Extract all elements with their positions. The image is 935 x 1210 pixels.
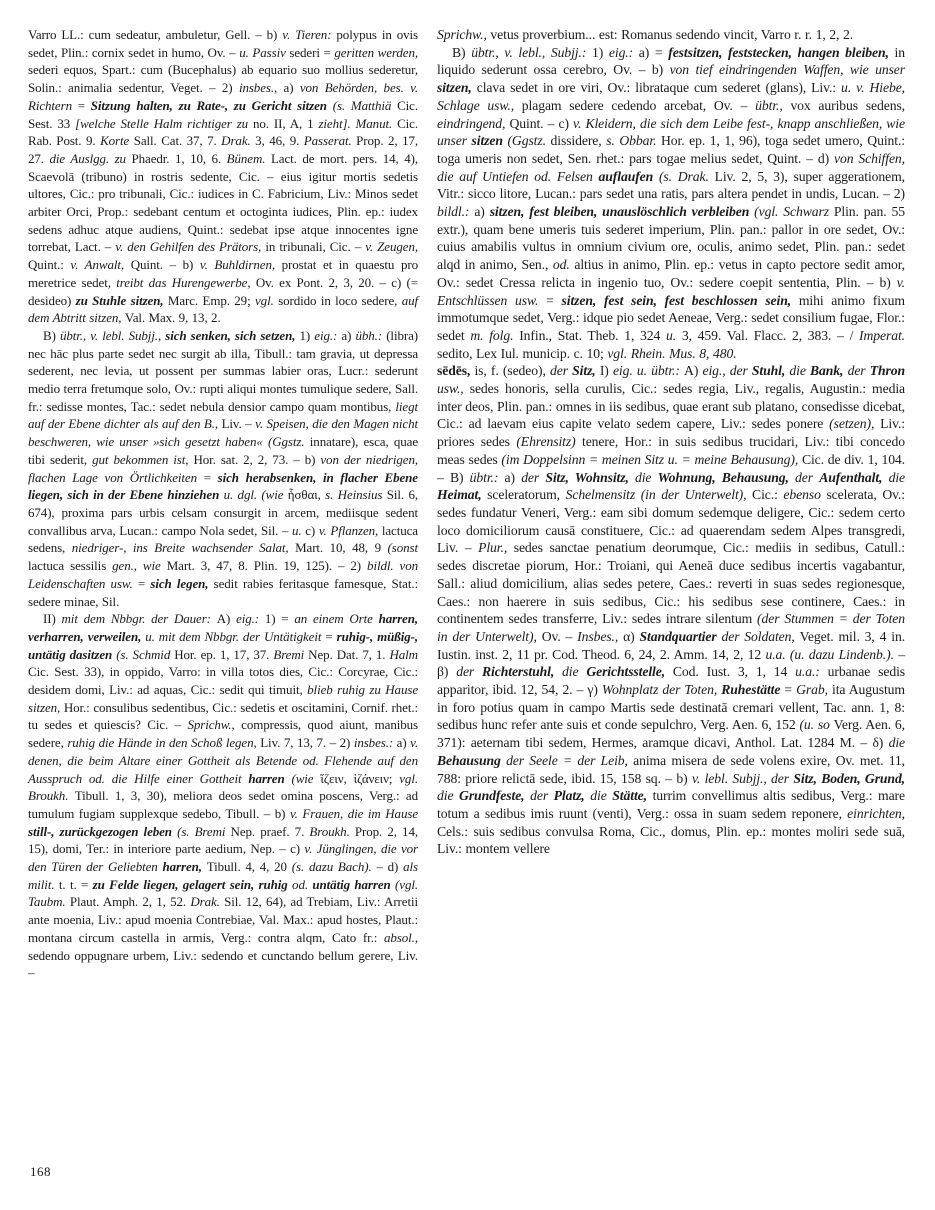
text-run: Gerichtsstelle,	[586, 664, 673, 680]
text-run: Hor. ep. 1, 17, 37.	[174, 646, 274, 662]
text-run: u. v. Hiebe, Schlage usw.,	[437, 80, 906, 113]
text-run: übtr., v. lebl., Subjj.:	[471, 44, 592, 60]
text-run: Prop. 2, 17, 27.	[28, 133, 419, 166]
text-run: harren, verharren, verweilen,	[28, 611, 419, 644]
text-run: gut bekommen ist,	[92, 451, 194, 467]
text-run: zu Felde liegen, gelagert sein, ruhig	[92, 876, 293, 892]
text-run: u.	[666, 327, 682, 343]
text-run: is, f. (sedeo),	[474, 363, 550, 379]
text-run: od.	[292, 876, 313, 892]
text-run: v. Pflanzen,	[318, 522, 382, 538]
text-run: Liv. 7, 13, 7. – 2)	[260, 735, 354, 751]
text-run: v. Tieren:	[282, 27, 337, 42]
text-run: Marc. Emp. 29;	[167, 292, 255, 308]
text-run: dissidere,	[550, 133, 607, 149]
text-run: prostat et in quaestu pro meretrice sedet,	[28, 257, 418, 290]
text-run: m. folg.	[470, 327, 520, 343]
text-run: sedes sanctae penatium deorumque, Cic.: mediis in sedibus, Catull.: sedes discretae piorum, Hor.: Troiani, qui Aeneā duce sedibus incertis vagabantur, Sall.: aliud domicilium, alias sedes petere, Caes.: reverti in suas sedes regionesque, Caes.: non haerere in suis sedibus, Cic.: his sedibus sese continere, Caes.: in continentem sedes transferre, Liv.: sedes intrare silentum	[437, 540, 905, 627]
text-run: a)	[396, 735, 411, 751]
text-run: absol.,	[384, 929, 418, 945]
text-run: clava sedet in ore viri, Ov.: librataque cum sederet (glans), Liv.:	[476, 80, 842, 96]
text-run: Hor. ep. 1, 1, 96), toga sedet umero, Quint.: toga umeris non sedet, Sen. rhet.: pars togae melius sedet, Quint. – d)	[437, 133, 906, 166]
text-run: v. Zeugen,	[365, 239, 418, 255]
text-run: harren	[248, 770, 292, 786]
text-run: u.	[292, 522, 306, 538]
text-run: sedendo oppugnare urbem, Liv.: sedendo et cunctando bellum gerere, Liv. –	[28, 947, 418, 981]
text-run: Imperat.	[859, 327, 905, 343]
text-run: v. Jünglingen, die vor den Türen der Geliebten	[28, 841, 419, 875]
text-run: zu Stuhle sitzen,	[75, 292, 168, 308]
text-run: die Auslgg. zu	[49, 150, 132, 166]
text-run: Cic. Sest. 33	[28, 97, 418, 131]
text-run: übtr.:	[469, 469, 505, 485]
text-run: eig.:	[236, 611, 265, 627]
text-run: (Ggstz.	[507, 133, 551, 149]
text-run: Cic. de div. 1, 104. – B)	[437, 451, 906, 485]
text-run: sitzen, fest bleiben, unauslöschlich verbleiben	[489, 204, 755, 220]
text-run: Bremi	[273, 646, 309, 662]
text-run: od.	[552, 257, 575, 273]
text-run: an einem Orte	[294, 611, 379, 627]
text-run: Heimat,	[437, 487, 488, 503]
text-run: polypus in ovis sedet, Plin.: cornix sedet in humo, Ov. –	[28, 27, 418, 60]
text-run: der	[521, 469, 546, 485]
text-run: 3, 46, 9.	[255, 133, 304, 149]
text-run: I)	[599, 363, 613, 379]
text-run: =	[546, 292, 562, 308]
text-run: Wohnung, Behausung,	[657, 469, 796, 485]
text-run: u. mit dem Nbbgr. der Untätigkeit	[145, 628, 326, 644]
text-run: ita Augustum in foro potius quam in campo Martis sede destinatā cremari vellent, Tac. ann. 1, 8: sedibus hunc refer ante suis et conde sepulchro, Verg. Aen. 6, 152	[437, 682, 905, 733]
text-run: eindringend,	[437, 115, 510, 131]
text-run: no. II, A, 1	[253, 115, 319, 131]
text-run: lactuca sedens,	[28, 522, 418, 556]
text-run: Bünem.	[226, 150, 271, 166]
text-run: eig.:	[314, 327, 342, 343]
para-sedeo-B	[28, 327, 418, 610]
text-run: sederi equos, Spart.: cum (Bucephalus) ab equario suo mollius sederetur, Solin.: animalia sedentur, Veget. – 2)	[28, 62, 418, 96]
text-run: einrichten,	[847, 805, 905, 821]
left-column	[28, 26, 418, 982]
text-run: übh.:	[355, 327, 387, 343]
text-run: Mart. 10, 48, 9	[295, 540, 388, 556]
text-run: der Seele = der Leib,	[506, 752, 634, 768]
text-run: Broukh.	[309, 823, 355, 839]
text-run: Platz,	[553, 788, 591, 804]
text-run: Cic. Rab. Post. 9.	[28, 115, 418, 149]
text-run: a) =	[638, 44, 669, 60]
text-run: Liv.: priores sedes	[437, 416, 905, 450]
text-run: der	[847, 363, 870, 379]
text-run: (s. Schmid	[116, 646, 175, 662]
text-run: sedes honoris, sella curulis, Cic.: sedes regia, Liv., regalis, Augustin.: media inter deos, Plin. pan.: omnes in iis sedibus, quae erant sub platano, consedisse dicebat, Cic.: ad laevam eius capite velato sedem capere, Liv.: sedes ponere	[437, 381, 906, 432]
text-run: sitzen	[471, 133, 508, 149]
text-run: die	[562, 664, 587, 680]
text-run: usw.,	[437, 381, 470, 397]
text-run: Plur.,	[478, 540, 514, 556]
text-run: =	[203, 469, 218, 485]
text-run: niedriger-, ins Breite wachsender Salat,	[71, 540, 296, 556]
text-run: Ov. ex Pont. 2, 3, 20. – c) (= desideo)	[28, 274, 418, 308]
text-run: (s. dazu Bach).	[291, 859, 377, 875]
text-run: Tibull. 1, 3, 30), meliora deos sedet omina poscens, Verg.: ad tumulum fugiam supplexque sedebo, Tibull. – b)	[28, 788, 418, 821]
text-run: ruhig die Hände in den Schoß legen,	[67, 735, 261, 751]
text-run: von Schiffen, die auf Untiefen od. Felsen	[437, 150, 905, 184]
text-run: Sprichw.,	[187, 717, 242, 733]
text-run: v. Frauen, die im Hause	[289, 805, 418, 821]
text-run: sitzen,	[437, 80, 477, 96]
text-run: – β)	[437, 646, 905, 680]
text-run: liegt auf der Ebene dichter als auf den B.,	[28, 398, 418, 432]
text-run: Phaedr. 1, 10, 6.	[131, 150, 227, 166]
text-run: v. Anwalt,	[70, 257, 131, 273]
text-run: sedito, Lex Iul. municip. c. 10;	[437, 345, 608, 361]
text-run: Schelmensitz (in der Unterwelt),	[565, 487, 753, 503]
text-run: Richterstuhl,	[482, 664, 563, 680]
text-run: sedit rabies feritasque famesque, Stat.: sedere minae, Sil.	[28, 575, 418, 609]
text-run: treibt das Hurengewerbe,	[116, 274, 256, 290]
text-run: Stätte,	[612, 788, 653, 804]
text-run: =	[77, 97, 91, 113]
text-run: lactuca sessilis	[28, 558, 113, 574]
page-number: 168	[30, 1164, 51, 1179]
text-run: (vgl. Schwarz	[754, 204, 834, 220]
text-run: Plin. pan. 55 extr.), quam bene umeris tuis sederet imperium, Plin. pan.: pallor in ore sedet, Ov.: cuius amabilis vultus in omnium civium ore, oculis, animo sedet, Plin. pan.: sedet alqd in animo, Sen.,	[437, 204, 906, 273]
text-run: vgl. Rhein. Mus. 8, 480.	[607, 345, 737, 361]
text-run: eig.:	[608, 44, 639, 60]
text-run: anima misera de sede volens exire, Ov. met. 11, 788: priore relictā sede, ibid. 15, 158 sq. – b)	[437, 752, 905, 786]
text-run: Sitz,	[572, 363, 600, 379]
text-run: auflaufen	[598, 168, 659, 184]
text-run: scelerata, Ov.: sedes fundatur Veneri, Verg.: eam sibi domum sedemque deligere, Cic.: sedem certo loco domiciliorum causā constituere, Cic.: ad quaerendam sedem Alpes transgredi, Liv. –	[437, 487, 906, 556]
text-run: α)	[623, 628, 640, 644]
text-run: v. denen, die beim Altare einer Gottheit als Betende od. Flehende auf den Ausspruch od. die Hilfe einer Gottheit	[28, 735, 419, 786]
text-run: u.a.:	[795, 664, 828, 680]
text-run: bildl. von Leidenschaften usw.	[28, 558, 419, 591]
text-run: s. Obbar.	[606, 133, 661, 149]
text-run: =	[325, 628, 337, 644]
text-run: von der niedrigen, flachen Lage von Örtlichkeiten	[28, 451, 419, 485]
text-run: innatare), esca, quae tibi sederit,	[28, 434, 418, 467]
text-run: Quint. – c)	[509, 115, 574, 131]
text-run: ἧσθαι,	[287, 487, 326, 503]
text-run: Passerat.	[303, 133, 357, 149]
text-run: der	[530, 788, 554, 804]
para-sedeo-continuation-2	[437, 26, 905, 44]
text-run: Aufenthalt,	[819, 469, 889, 485]
text-run: eig., der	[702, 363, 752, 379]
text-run: Halm	[389, 646, 418, 662]
text-run: vox auribus sedens,	[790, 97, 905, 113]
text-run: (im Doppelsinn = meinen Sitz u. = meine Behausung),	[501, 451, 802, 467]
text-run: übtr.,	[755, 97, 791, 113]
text-run: 1)	[591, 44, 609, 60]
text-run: Liv. 2, 5, 3), super aggerationem, Vitr.: sicco litore, Lucan.: pars sedet una ratis, pars altera pendet in undis, Lucan. – 2)	[437, 168, 905, 202]
text-run: Nep. praef. 7.	[230, 823, 310, 839]
text-run: vgl. Broukh.	[28, 770, 418, 804]
text-run: altius in animo, Plin. ep.: vetus in capto pectore sedit amor, Ov.: sedet Cressa relicta in ingenio tuo, Ov.: sedere coepit sententia, Plin. – b)	[437, 257, 905, 290]
text-run: Quint.:	[28, 257, 71, 273]
text-run: u.a. (u. dazu Lindenb.).	[765, 646, 899, 662]
text-run: untätig harren	[312, 876, 396, 892]
text-run: u. Passiv	[239, 44, 290, 60]
text-run: s. Heinsius	[325, 487, 387, 503]
text-run: Lact. de mort. pers. 14, 4), Scaevolā (tribuno) in rostris sedente, Cic. – eius igitur mortis sedetis ultores, Cic.: pro tribunali, Cic.: iudices in C. Fabricium, Liv.: Minos sedet arbiter Orci, Prop.: sedebant centum et octoginta iudices, Plin. ep.: iudex sedens adhuc atque audiens, Quint.: sedebat ipse atque innocentes igne torrebat, Lact. –	[28, 150, 419, 255]
text-run: Insbes.,	[577, 628, 624, 644]
text-run: sich herabsenken, in flacher Ebene liegen, sich in der Ebene hinziehen	[28, 469, 418, 503]
text-run: festsitzen, feststecken, hangen bleiben,	[668, 44, 895, 60]
text-run: Varro LL.: cum sedeatur, ambuletur, Gell. – b)	[28, 27, 283, 42]
text-run: Sitz, Boden, Grund,	[793, 770, 906, 786]
text-run: turrim convellimus altis sedibus, Verg.: mare totum a sedibus imis ruunt (venti), Verg.: ossa in suam sedem reponere,	[437, 788, 905, 821]
text-run: Tibull. 4, 4, 20	[206, 859, 292, 875]
text-run: bildl.:	[437, 204, 475, 220]
text-run: (libra) nec hāc plus parte sedet nec surgit ab illa, Tibull.: tam gravia, ut depressa sederent, nec levia, ut possent per summas labier oras, Lucr.: sederunt medio terra fretumque solo, Ov.: rupti aliqui montes tumulique sedere, Sall. fr.: sedisse montes, Tac.: sedet nebula densior campo quam montibus,	[28, 327, 418, 414]
text-run: a)	[504, 469, 522, 485]
para-sedeo-II	[28, 610, 418, 982]
text-run: Quint. – b)	[130, 257, 200, 273]
text-run: Standquartier	[639, 628, 722, 644]
text-run: der Soldaten,	[721, 628, 800, 644]
text-run: insbes.,	[238, 80, 284, 96]
text-run: vgl.	[255, 292, 279, 308]
text-run: die	[634, 469, 658, 485]
text-run: ebenso	[783, 487, 827, 503]
text-run: (Ehrensitz)	[516, 434, 582, 450]
text-run: Behausung	[437, 752, 507, 768]
text-run: der	[550, 363, 573, 379]
text-run: Cic.:	[752, 487, 784, 503]
text-run: v. lebl. Subjj., der	[691, 770, 794, 786]
text-run: compressis, quod aiunt, manibus sedere,	[28, 717, 418, 751]
text-run: A)	[684, 363, 703, 379]
text-run: blieb ruhig zu Hause sitzen,	[28, 682, 418, 715]
text-run: Sall. Cat. 37, 7.	[133, 133, 222, 149]
text-run: geritten werden,	[334, 44, 418, 60]
text-run: vetus proverbium... est: Romanus sedendo vincit, Varro r. r. 1, 2, 2.	[490, 27, 854, 42]
text-run: Nep. Dat. 7, 1.	[308, 646, 390, 662]
text-run: (vgl. Taubm.	[28, 876, 419, 910]
text-run: die	[888, 735, 905, 751]
text-run: still-, zurückgezogen leben	[28, 823, 178, 839]
text-run: Sil. 12, 64), ad Trebiam, Liv.: Arretii ante moenia, Liv.: apud moenia Contrebiae, Val. Max.: apud hostes, Plaut.: montana circum castella in armis, Verg.: contra alqm, Cato fr.:	[28, 894, 418, 945]
text-run: (s. Matthiä	[332, 97, 398, 113]
text-run: sēdēs,	[437, 363, 475, 379]
text-run: gen., wie	[112, 558, 167, 574]
text-run: die	[437, 788, 460, 804]
right-column	[437, 26, 905, 858]
text-run: Cic. Sest. 33), in oppido, Varro: in villa totos dies, Cic.: Corcyrae, Cic.: desidem domi, Liv.: ad aquas, Cic.: sedit qui timuit,	[28, 664, 418, 698]
text-run: Thron	[869, 363, 905, 379]
text-run: [welche Stelle Halm richtiger zu	[75, 115, 253, 131]
text-run: Veget. mil. 3, 4 in. Iustin. inst. 2, 11 pr. Cod. Theod. 6, 24, 2. Amm. 14, 2, 12	[437, 628, 906, 662]
text-run: sederi =	[289, 44, 335, 60]
text-run: harren,	[162, 859, 207, 875]
text-run: Drak.	[221, 133, 256, 149]
text-run: die	[888, 469, 906, 485]
text-run: Sil. 6, 674), proxima pars urbis celsam consurgit in arcem, mediisque sedent convallibus arva, Lucan.: campo Nola sedet, Sil. –	[28, 487, 418, 538]
text-run: insbes.:	[353, 735, 397, 751]
text-run: =	[137, 575, 151, 591]
text-run: Verg. Aen. 6, 371): aeternam tibi sedem, Hermes, aramque dicavi, Anthol. Lat. 1284 M. – δ)	[437, 717, 905, 751]
text-run: 3, 459. Val. Flacc. 2, 383. – /	[681, 327, 860, 343]
text-run: Ov. –	[541, 628, 578, 644]
text-run: sich senken, sich setzen,	[165, 327, 300, 343]
text-run: der	[456, 664, 483, 680]
text-run: (setzen),	[829, 416, 881, 432]
text-run: plagam sedere cedendo arcebat, Ov. –	[521, 97, 756, 113]
text-run: auf dem Abtritt sitzen,	[28, 292, 418, 326]
text-run: Hor.: consulibus sedentibus, Cic.: sedetis et oscitamini, Cornif. rhet.: tu sedes et quiescis? Cic. –	[28, 699, 418, 733]
text-run: übtr., v. lebl. Subjj.,	[59, 327, 166, 343]
text-run: Stuhl,	[751, 363, 790, 379]
text-run: von Behörden, bes. v. Richtern	[28, 80, 418, 113]
text-run: sordido in loco sedere,	[278, 292, 402, 308]
text-run: zieht]. Manut.	[318, 115, 398, 131]
text-run: Grundfeste,	[459, 788, 531, 804]
para-sedeo-B2	[437, 44, 905, 363]
text-run: Sitz, Wohnsitz,	[545, 469, 635, 485]
text-run: Sprichw.,	[437, 27, 491, 42]
text-run: v. Speisen, die den Magen nicht beschweren, wie unser »sich gesetzt haben« (Ggstz.	[28, 416, 418, 450]
text-run: a)	[474, 204, 490, 220]
text-run: urbanae sedis apparitor, ibid. 12, 54, 2. – γ)	[437, 664, 905, 698]
text-run: Drak.	[190, 894, 225, 910]
text-run: Bank,	[810, 363, 848, 379]
text-run: Cod. Iust. 3, 1, 14	[672, 664, 796, 680]
text-run: Wohnplatz der Toten,	[601, 682, 722, 698]
text-run: v. Buhldirnen,	[199, 257, 282, 273]
text-run: in liquido sederunt ossa cerebro, Ov. – b)	[437, 44, 905, 78]
text-run: in tribunali, Cic. –	[265, 239, 366, 255]
text-run: die	[590, 788, 613, 804]
text-run: Cels.: suis sedibus convulsa Roma, Cic., domus, Plin. ep.: montes moliri sede suā, Liv.: montem vellere	[437, 823, 905, 857]
text-run: Grab,	[796, 682, 833, 698]
text-run: (wie	[291, 770, 321, 786]
text-run: sceleratorum,	[487, 487, 566, 503]
text-run: B)	[452, 44, 472, 60]
text-run: A)	[216, 611, 237, 627]
text-run: =	[784, 682, 797, 698]
text-run: a)	[283, 80, 300, 96]
text-run: Infin., Stat. Theb. 1, 324	[519, 327, 667, 343]
text-run: t. t. =	[58, 876, 93, 892]
text-run: (u. so	[799, 717, 834, 733]
text-run: (s. Drak.	[658, 168, 715, 184]
text-run: mit dem Nbbgr. der Dauer:	[61, 611, 217, 627]
text-run: ruhig-, müßig-, untätig dasitzen	[28, 628, 418, 662]
text-run: mihi animo fixum immotumque sedet, Verg.: idque pio sedet Aeneae, Verg.: sedet consilium fugae, Flor.: sedet	[437, 292, 905, 343]
text-run: (sonst	[387, 540, 418, 556]
text-run: sitzen, fest sein, fest beschlossen sein,	[561, 292, 799, 308]
text-run: Korte	[100, 133, 134, 149]
text-run: (der Stummen = der Toten in der Unterwelt),	[437, 611, 905, 644]
text-run: a)	[341, 327, 356, 343]
text-run: v. Entschlüssen usw.	[437, 274, 905, 308]
text-run: ἵζειν, ἱζάνειν;	[320, 770, 400, 786]
text-run: der	[795, 469, 820, 485]
text-run: (s. Bremi	[177, 823, 231, 839]
text-run: Plaut. Amph. 2, 1, 52.	[69, 894, 191, 910]
text-run: v. Kleidern, die sich dem Leibe fest-, knapp anschließen, wie unser	[437, 115, 905, 149]
text-run: 1) =	[264, 611, 295, 627]
text-run: tenere, Hor.: in suis sedibus trucidari, Liv.: tibi concedo meas sedes	[437, 434, 905, 467]
text-run: Hor. sat. 2, 2, 73. – b)	[193, 451, 321, 467]
text-run: sich legen,	[150, 575, 214, 591]
text-run: – d)	[376, 859, 404, 875]
para-sedeo-continuation	[28, 26, 418, 327]
entry-sedes	[437, 362, 905, 858]
text-run: c)	[305, 522, 319, 538]
text-run: Prop. 2, 14, 15), domi, Ter.: in interiore parte aedium, Nep. – c)	[28, 823, 418, 857]
text-run: Val. Max. 9, 13, 2.	[124, 310, 221, 326]
text-run: u. dgl. (wie	[223, 487, 288, 503]
text-run: Mart. 3, 47, 8. Plin. 19, 125). – 2)	[166, 558, 368, 574]
text-run: B)	[43, 327, 60, 343]
text-run: Liv. –	[221, 416, 256, 432]
text-run: Ruhestätte	[721, 682, 785, 698]
text-run: 1)	[299, 327, 315, 343]
text-run: die	[789, 363, 811, 379]
text-run: Sitzung halten, zu Rate-, zu Gericht sitzen	[90, 97, 333, 113]
text-run: von tief eindringenden Waffen, wie unser	[669, 62, 905, 78]
text-run: II)	[43, 611, 62, 627]
text-run: eig. u. übtr.:	[612, 363, 685, 379]
text-run: als milit.	[28, 859, 418, 892]
text-run: v. den Gehilfen des Prätors,	[115, 239, 266, 255]
